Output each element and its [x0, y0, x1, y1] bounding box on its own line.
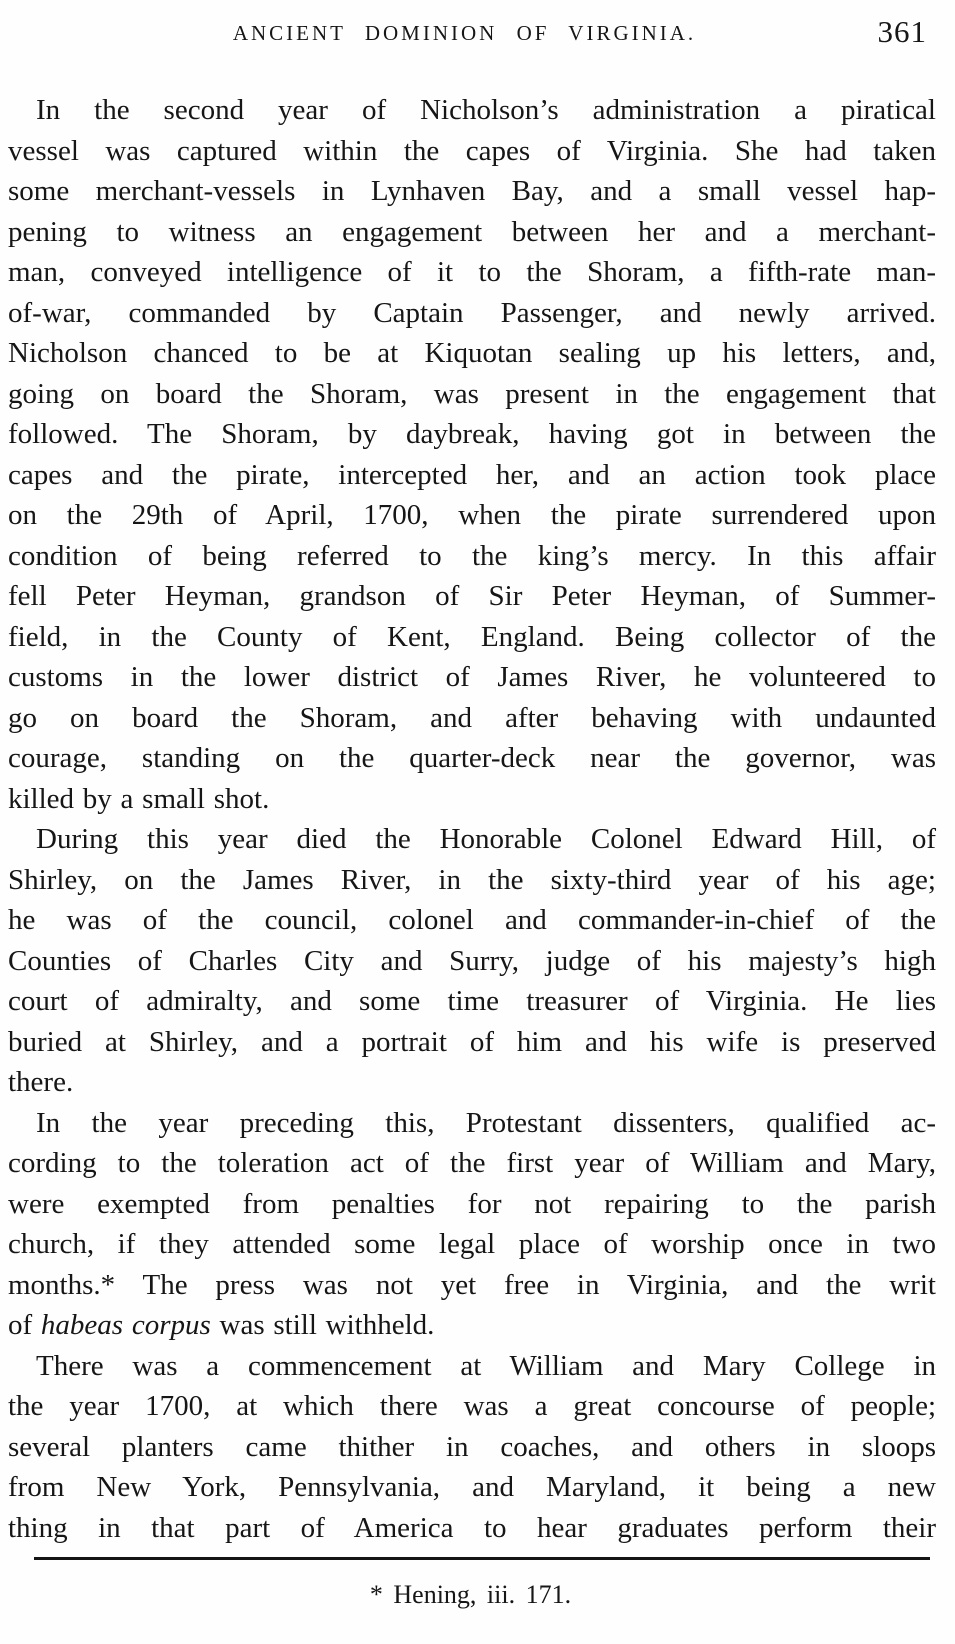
footnote-text: * Hening, iii. 171.	[369, 1580, 572, 1609]
text-line	[8, 941, 936, 982]
paragraph	[8, 1346, 936, 1549]
italic-phrase: habeas corpus	[40, 1309, 211, 1341]
text-segment: on the 29th of April, 1700, when the pirate surrendered upon	[8, 499, 936, 531]
text-line	[8, 617, 936, 658]
text-line	[8, 252, 936, 293]
text-line	[8, 171, 936, 212]
text-segment: pening to witness an engagement between her and a merchant-	[8, 215, 936, 248]
text-segment: church, if they attended some legal place of worship once in two	[8, 1228, 936, 1260]
paragraph	[8, 819, 936, 1103]
text-body	[8, 90, 936, 1548]
paragraph	[8, 90, 936, 819]
text-line	[8, 333, 936, 374]
text-line	[8, 1346, 936, 1387]
text-segment: man, conveyed intelligence of it to the Shoram, a fifth-rate man-	[8, 256, 936, 288]
text-line	[8, 1224, 936, 1265]
text-line	[8, 860, 936, 901]
text-line	[8, 576, 936, 617]
text-segment: Counties of Charles City and Surry, judge of his majesty’s high	[8, 944, 936, 977]
page-number: 361	[877, 14, 927, 49]
text-line	[8, 293, 936, 334]
text-segment: cording to the toleration act of the first year of William and Mary,	[8, 1147, 936, 1179]
text-segment: the year 1700, at which there was a great concourse of people;	[8, 1390, 936, 1422]
text-segment: was still withheld.	[210, 1309, 435, 1341]
text-line	[8, 212, 936, 253]
text-line	[8, 1386, 936, 1427]
running-head-title: ANCIENT DOMINION OF VIRGINIA.	[232, 21, 697, 45]
text-line	[8, 1103, 936, 1144]
text-line	[8, 1265, 936, 1306]
text-segment: capes and the pirate, intercepted her, and an action took place	[8, 458, 936, 491]
text-segment: There was a commencement at William and Mary College in	[36, 1349, 936, 1382]
text-segment: field, in the County of Kent, England. Being collector of the	[8, 620, 936, 653]
text-line	[8, 1508, 936, 1549]
text-segment: there.	[8, 1066, 74, 1098]
text-segment: going on board the Shoram, was present in the engagement that	[8, 377, 936, 410]
text-segment: months.* The press was not yet free in Virginia, and the writ	[8, 1268, 936, 1301]
text-segment: Nicholson chanced to be at Kiquotan sealing up his letters, and,	[8, 337, 936, 369]
text-segment: In the year preceding this, Protestant dissenters, qualified ac-	[36, 1106, 936, 1139]
text-segment: customs in the lower district of James River, he volunteered to	[8, 661, 936, 693]
paragraph	[8, 1103, 936, 1346]
text-segment: of-war, commanded by Captain Passenger, and newly arrived.	[8, 296, 936, 329]
text-line	[8, 374, 936, 415]
text-segment: During this year died the Honorable Colonel Edward Hill, of	[36, 823, 936, 855]
text-segment: he was of the council, colonel and commander-in-chief of the	[8, 904, 936, 936]
text-line	[8, 698, 936, 739]
text-segment: from New York, Pennsylvania, and Maryland, it being a new	[8, 1471, 936, 1503]
text-line	[8, 981, 936, 1022]
text-line	[8, 414, 936, 455]
text-line	[8, 738, 936, 779]
text-line	[8, 495, 936, 536]
footnote-rule	[34, 1557, 930, 1560]
text-line	[8, 536, 936, 577]
text-segment: fell Peter Heyman, grandson of Sir Peter Heyman, of Summer-	[8, 580, 936, 612]
text-segment: buried at Shirley, and a portrait of him and his wife is preserved	[8, 1025, 936, 1058]
text-segment: were exempted from penalties for not repairing to the parish	[8, 1187, 936, 1220]
text-segment: court of admiralty, and some time treasurer of Virginia. He lies	[8, 985, 936, 1017]
text-line	[8, 90, 936, 131]
text-line	[8, 131, 936, 172]
text-line	[8, 1467, 936, 1508]
text-line	[8, 1143, 936, 1184]
text-line	[8, 1305, 936, 1346]
text-segment: followed. The Shoram, by daybreak, having got in between the	[8, 418, 936, 450]
text-line	[8, 1022, 936, 1063]
text-segment: of	[8, 1309, 41, 1341]
text-segment: killed by a small shot.	[8, 782, 270, 815]
text-line	[8, 819, 936, 860]
text-line	[8, 779, 936, 820]
text-line	[8, 1184, 936, 1225]
text-segment: several planters came thither in coaches, and others in sloops	[8, 1430, 936, 1463]
text-line	[8, 657, 936, 698]
text-segment: In the second year of Nicholson’s administration a piratical	[36, 94, 936, 126]
text-segment: some merchant-vessels in Lynhaven Bay, and a small vessel hap-	[8, 175, 936, 207]
text-line	[8, 455, 936, 496]
text-segment: condition of being referred to the king’s mercy. In this affair	[8, 539, 936, 572]
text-line	[8, 1062, 936, 1103]
text-segment: go on board the Shoram, and after behaving with undaunted	[8, 701, 936, 734]
text-segment: thing in that part of America to hear graduates perform their	[8, 1511, 936, 1544]
text-segment: vessel was captured within the capes of Virginia. She had taken	[8, 134, 936, 167]
text-segment: Shirley, on the James River, in the sixty-third year of his age;	[8, 863, 936, 896]
text-line	[8, 1427, 936, 1468]
text-line	[8, 900, 936, 941]
text-segment: courage, standing on the quarter-deck near the governor, was	[8, 742, 936, 774]
